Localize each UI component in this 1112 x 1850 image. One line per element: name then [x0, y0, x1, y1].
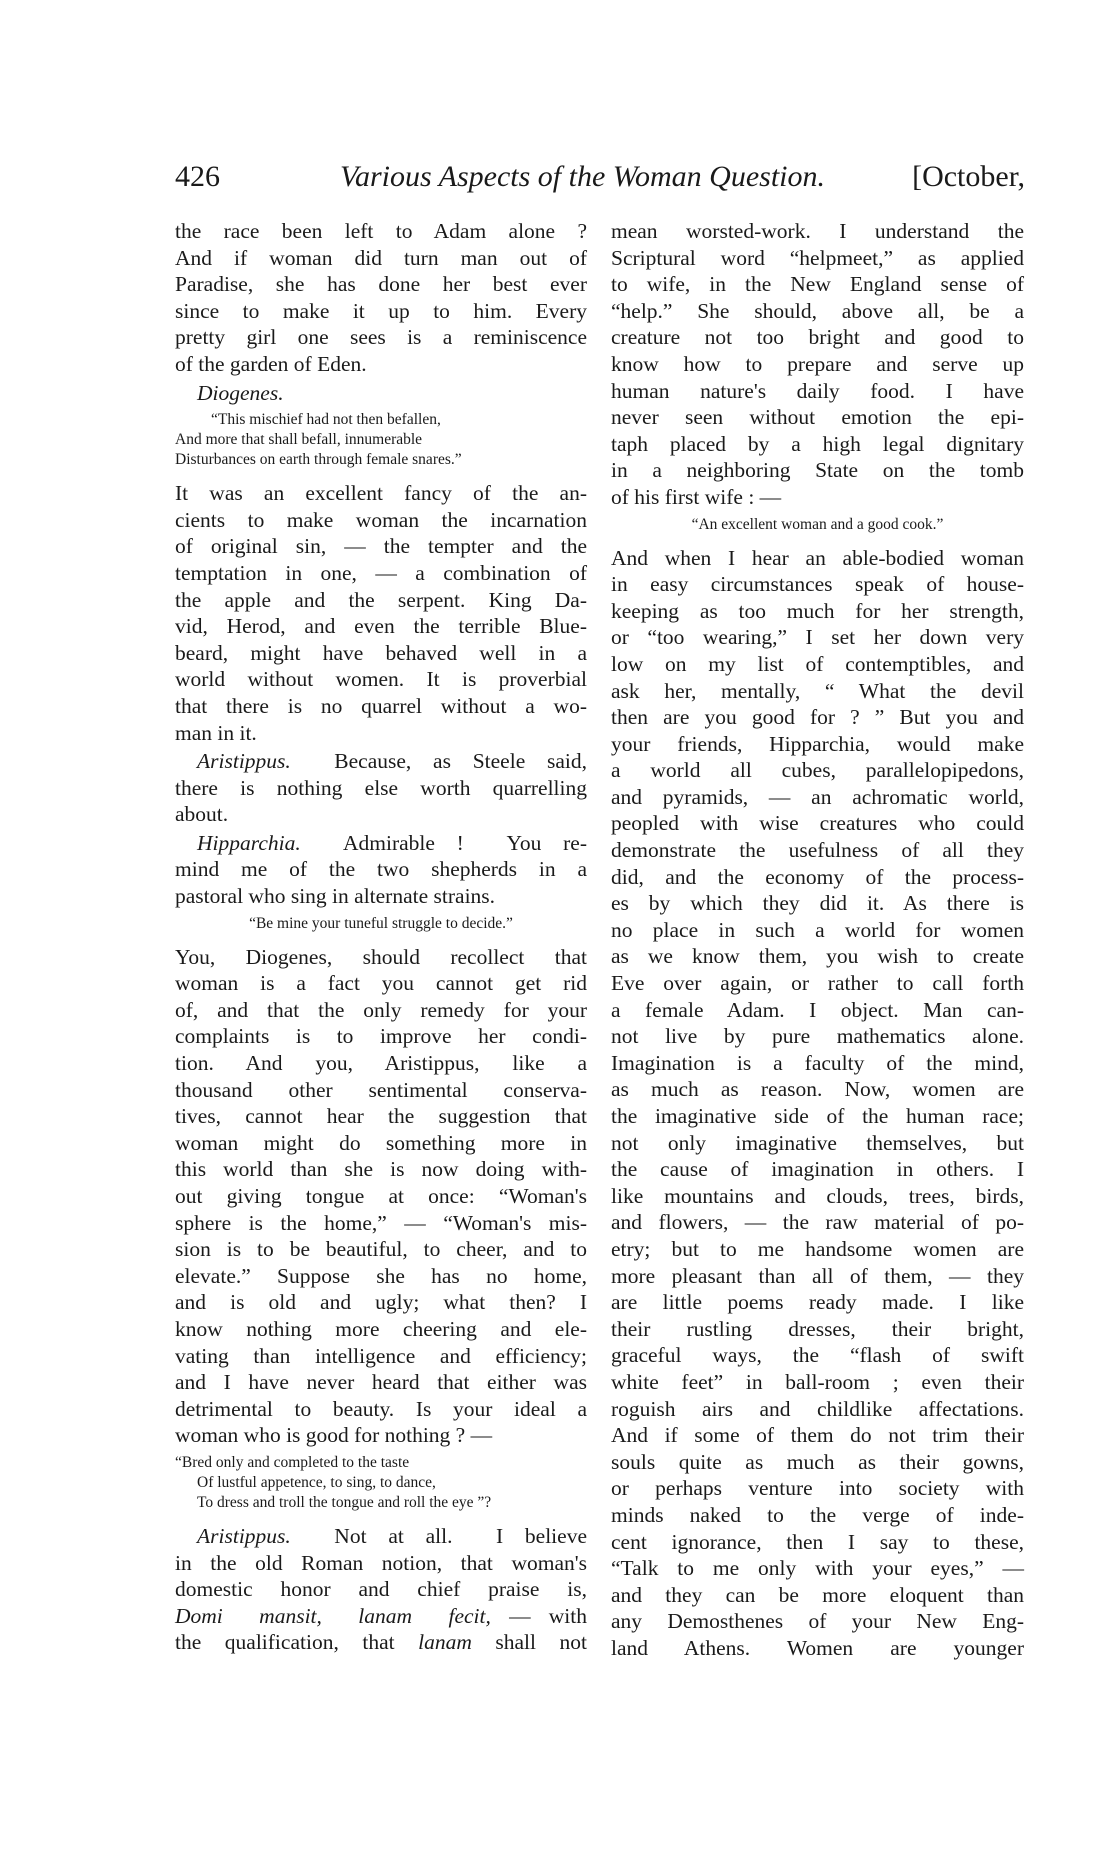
text-line: “This mischief had not then befallen, [211, 411, 441, 429]
text-line [175, 1629, 587, 1656]
verse-quotation [175, 1453, 587, 1513]
text-line: not only imaginative themselves, but [611, 1130, 1024, 1155]
paragraph [175, 218, 587, 378]
text-line: a female Adam. I object. Man can- [611, 997, 1024, 1022]
text-line: no place in such a world for women [611, 917, 1024, 942]
text: Because, as Steele said, [290, 749, 587, 774]
text-line: woman is a fact you cannot get rid [175, 971, 587, 996]
paragraph [175, 944, 587, 1449]
verse-quotation [175, 410, 587, 470]
text-line: there is nothing else worth quarrelling [175, 775, 587, 800]
italic-text: Aristippus. [197, 749, 291, 774]
text-line: woman who is good for nothing ? — [175, 1423, 493, 1448]
text-line: graceful ways, the “flash of swift [611, 1343, 1024, 1368]
text-line: more pleasant than all of them, — they [611, 1263, 1024, 1288]
text-line: or “too wearing,” I set her down very [611, 625, 1024, 650]
paragraph [175, 748, 587, 828]
text-line: cients to make woman the incarnation [175, 507, 587, 532]
text-line: Disturbances on earth through female snares.” [175, 451, 462, 469]
verse-quotation [175, 914, 587, 934]
text-line: sion is to be beautiful, to cheer, and to [175, 1237, 587, 1262]
text-line: as we know them, you wish to create [611, 944, 1024, 969]
text-line: like mountains and clouds, trees, birds, [611, 1183, 1024, 1208]
text-line: beard, might have behaved well in a [175, 640, 587, 665]
text-line: out giving tongue at once: “Woman's [175, 1184, 587, 1208]
text-line: “An excellent woman and a good cook.” [691, 515, 944, 533]
text-line: etry; but to me handsome women are [611, 1236, 1024, 1261]
text-line: and pyramids, — an achromatic world, [611, 784, 1024, 809]
text-line: temptation in one, — a combination of [175, 560, 587, 585]
text-line: or perhaps venture into society with [611, 1476, 1024, 1501]
text-line: Imagination is a faculty of the mind, [611, 1050, 1024, 1075]
text-line: creature not too bright and good to [611, 325, 1024, 350]
text-line: detrimental to beauty. Is your ideal a [175, 1396, 587, 1421]
text-line: It was an excellent fancy of the an- [175, 481, 587, 506]
running-title: Various Aspects of the Woman Question. [340, 160, 825, 193]
text-line: know nothing more cheering and ele- [175, 1316, 587, 1341]
text-line: pastoral who sing in alternate strains. [175, 884, 496, 909]
text-line: And more that shall befall, innumerable [175, 431, 423, 449]
text-line: “Talk to me only with your eyes,” — [611, 1556, 1024, 1581]
text-line: the race been left to Adam alone ? [175, 219, 587, 243]
italic-text: Hipparchia. [197, 830, 301, 855]
text-line: and I have never heard that either was [175, 1370, 587, 1395]
italic-text: Domi mansit, lanam fecit, [175, 1603, 491, 1628]
text-line: in the old Roman notion, that woman's [175, 1550, 587, 1575]
text-line: vid, Herod, and even the terrible Blue- [175, 614, 587, 639]
text-line: tion. And you, Aristippus, like a [175, 1051, 587, 1076]
page-number: 426 [175, 160, 220, 193]
text-line: Of lustful appetence, to sing, to dance, [197, 1473, 436, 1491]
text-line: the imaginative side of the human race; [611, 1104, 1024, 1128]
text-line: “help.” She should, above all, be a [611, 298, 1024, 323]
text-line: this world than she is now doing with- [175, 1157, 587, 1182]
text-line: demonstrate the usefulness of all they [611, 838, 1024, 863]
text-line: their rustling dresses, their bright, [611, 1316, 1024, 1341]
text-line: sphere is the home,” — “Woman's mis- [175, 1210, 587, 1235]
text-line: in a neighboring State on the tomb [611, 458, 1024, 483]
paragraph [175, 830, 587, 910]
right-column [611, 218, 1024, 1663]
text-line: the apple and the serpent. King Da- [175, 587, 587, 612]
text: Not at all. I believe [290, 1523, 587, 1548]
text-line: a world all cubes, parallelopipedons, [611, 758, 1024, 783]
text-line: mind me of the two shepherds in a [175, 857, 587, 882]
italic-text: Diogenes. [197, 380, 284, 405]
text-line: in easy circumstances speak of house- [611, 572, 1024, 597]
text-line: world without women. It is proverbial [175, 667, 587, 692]
text-line: And if some of them do not trim their [611, 1423, 1024, 1448]
text-line: did, and the economy of the process- [611, 864, 1024, 889]
left-column [175, 218, 587, 1658]
text-line: not live by pure mathematics alone. [611, 1024, 1024, 1049]
text-line: You, Diogenes, should recollect that [175, 944, 587, 969]
paragraph [611, 545, 1024, 1662]
italic-text: Aristippus. [197, 1523, 291, 1548]
text-line: domestic honor and chief praise is, [175, 1577, 587, 1602]
text-line: the cause of imagination in others. I [611, 1157, 1024, 1182]
paragraph [175, 480, 587, 746]
text-line: Paradise, she has done her best ever [175, 272, 587, 297]
text-line: land Athens. Women are younger [611, 1635, 1024, 1660]
text-line [175, 830, 587, 857]
running-header [175, 160, 1025, 200]
text-line: man in it. [175, 720, 257, 745]
paragraph [175, 380, 587, 407]
text-line: and is old and ugly; what then? I [175, 1290, 587, 1315]
text-line: then are you good for ? ” But you and [611, 705, 1024, 730]
text-line: And when I hear an able-bodied woman [611, 545, 1024, 570]
text-line: pretty girl one sees is a reminiscence [175, 325, 587, 350]
text-line: never seen without emotion the epi- [611, 405, 1024, 430]
text-line: of original sin, — the tempter and the [175, 534, 587, 559]
text-line: elevate.” Suppose she has no home, [175, 1263, 587, 1288]
text-line: es by which they did it. As there is [611, 891, 1024, 916]
text-line: that there is no quarrel without a wo- [175, 693, 587, 718]
text-line: ask her, mentally, “ What the devil [611, 678, 1024, 703]
text-line: souls quite as much as their gowns, [611, 1449, 1024, 1474]
text-line: since to make it up to him. Every [175, 298, 587, 323]
text-line: cent ignorance, then I say to these, [611, 1529, 1024, 1554]
text-line: thousand other sentimental conserva- [175, 1077, 587, 1102]
text-line: of, and that the only remedy for your [175, 997, 587, 1022]
text-line: keeping as too much for her strength, [611, 598, 1024, 623]
text-line: Scriptural word “helpmeet,” as applied [611, 245, 1024, 270]
text-line: your friends, Hipparchia, would make [611, 731, 1024, 756]
text-line: roguish airs and childlike affectations. [611, 1396, 1024, 1421]
text-line: peopled with wise creatures who could [611, 811, 1024, 836]
text: the qualification, that [175, 1630, 419, 1655]
text-line: human nature's daily food. I have [611, 378, 1024, 403]
text: shall not [471, 1630, 587, 1655]
text-line: low on my list of contemptibles, and [611, 651, 1024, 676]
text-line: “Bred only and completed to the taste [175, 1453, 410, 1471]
text-line [175, 380, 587, 407]
text-line [175, 748, 587, 775]
text-line: know how to prepare and serve up [611, 351, 1024, 376]
text-line: and flowers, — the raw material of po- [611, 1210, 1024, 1235]
text-line: woman might do something more in [175, 1130, 587, 1155]
text-line: complaints is to improve her condi- [175, 1024, 587, 1049]
paragraph [175, 1523, 587, 1656]
text-line: Eve over again, or rather to call forth [611, 971, 1024, 996]
text: Admirable ! You re- [300, 830, 587, 855]
paragraph [611, 218, 1024, 511]
text-line: taph placed by a high legal dignitary [611, 431, 1024, 456]
text-line [175, 1603, 587, 1630]
text-line: of the garden of Eden. [175, 351, 367, 376]
text: — with [490, 1603, 587, 1628]
verse-quotation [611, 515, 1024, 535]
text-line: vating than intelligence and efficiency; [175, 1343, 587, 1368]
text-line: any Demosthenes of your New Eng- [611, 1609, 1024, 1634]
text-line: “Be mine your tuneful struggle to decide.” [249, 914, 513, 932]
text-line: and they can be more eloquent than [611, 1582, 1024, 1607]
text-line: To dress and troll the tongue and roll the eye ”? [197, 1493, 492, 1511]
text-line: minds naked to the verge of inde- [611, 1502, 1024, 1527]
text-line: as much as reason. Now, women are [611, 1077, 1024, 1102]
text-line: of his first wife : — [611, 484, 782, 509]
issue-month: [October, [912, 160, 1025, 193]
text-line: to wife, in the New England sense of [611, 272, 1024, 297]
text-line: about. [175, 802, 229, 827]
text-line: white feet” in ball-room ; even their [611, 1369, 1024, 1394]
text-line: tives, cannot hear the suggestion that [175, 1104, 587, 1129]
text-line: are little poems ready made. I like [611, 1290, 1024, 1315]
italic-text: lanam [418, 1630, 472, 1655]
text-line: mean worsted-work. I understand the [611, 219, 1024, 243]
text-line: And if woman did turn man out of [175, 245, 587, 270]
text-line [175, 1523, 587, 1550]
